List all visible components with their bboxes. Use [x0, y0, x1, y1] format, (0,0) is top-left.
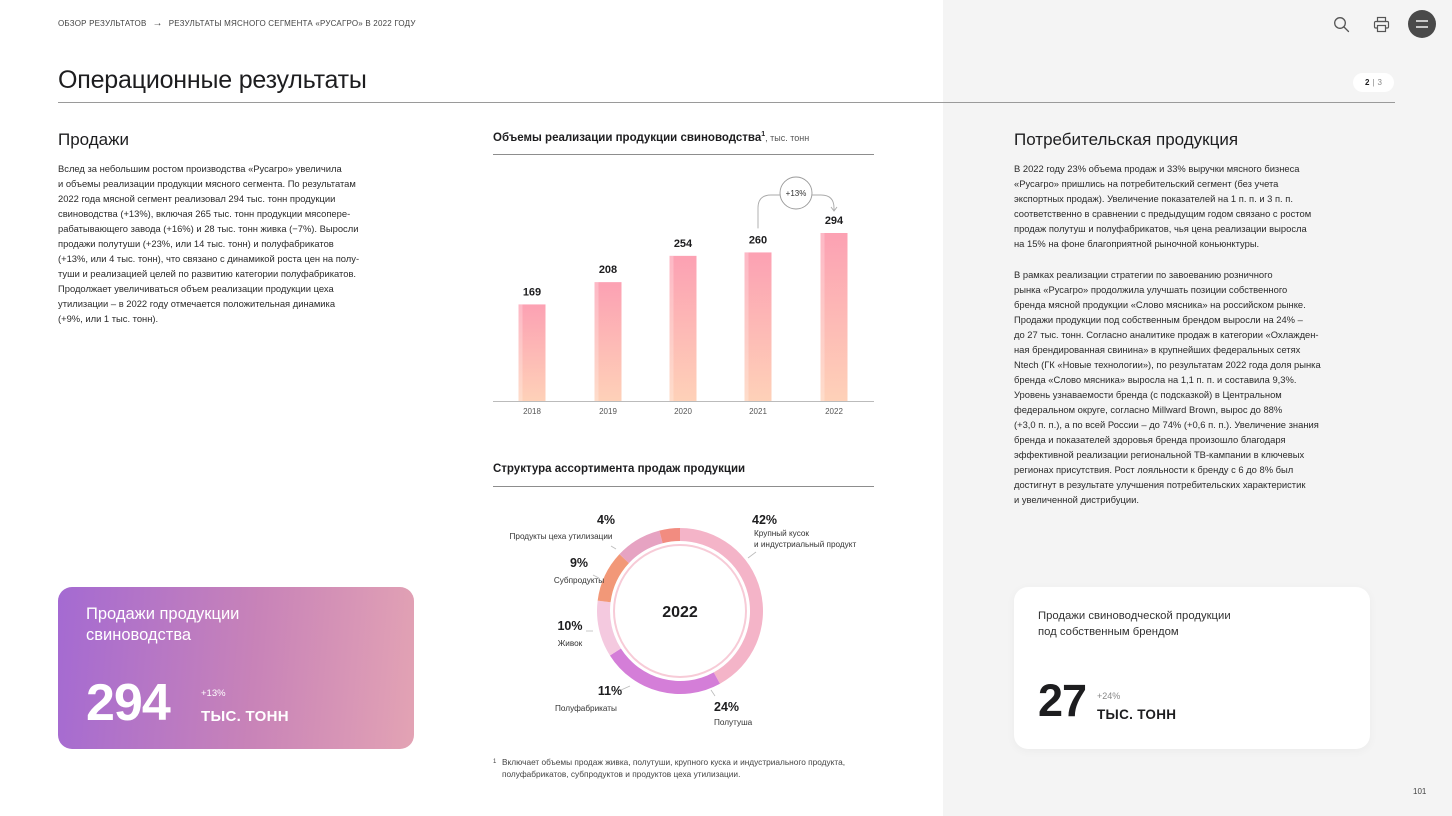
consumer-paragraph-2-line: (+3,0 п. п.), а по всей России – до 74% (+0,6 п. п.). Увеличение знания	[1014, 419, 1319, 430]
breadcrumb-current: РЕЗУЛЬТАТЫ МЯСНОГО СЕГМЕНТА «РУСАГРО» В 2022 ГОДУ	[168, 19, 416, 28]
sales-paragraph-line: Продолжает увеличиваться объем реализации продукции цеха	[58, 283, 334, 294]
bar-chart-unit: , тыс. тонн	[765, 132, 810, 143]
sales-paragraph-line: и объемы реализации продукции мясного сегмента. По результатам	[58, 178, 356, 189]
sales-paragraph-line: (+13%, или 4 тыс. тонн), что связано с динамикой роста цен на полу-	[58, 253, 360, 264]
donut-category-label: Полуфабрикаты	[555, 704, 617, 713]
donut-pct-label: 24%	[714, 700, 740, 714]
donut-pct-label: 4%	[596, 513, 616, 527]
pager-current: 2	[1365, 78, 1370, 87]
donut-leader-line	[621, 686, 630, 690]
donut-slice-2	[597, 601, 621, 656]
consumer-paragraph-2-line: регионах присутствия. Рост лояльности к бренду с 6 до 8% был	[1014, 464, 1294, 475]
consumer-heading: Потребительская продукция	[1014, 130, 1239, 149]
consumer-paragraph-2-line: Уровень узнаваемости бренда (с подсказкой) в Центральном	[1014, 389, 1282, 400]
x-tick-label: 2020	[674, 407, 692, 416]
donut-pct-label: 10%	[557, 619, 583, 633]
kpi-card-unit: ТЫС. ТОНН	[1097, 707, 1177, 722]
title-divider	[58, 102, 1395, 103]
kpi-card-title	[1038, 608, 1298, 640]
donut-leader-line	[748, 552, 756, 558]
sales-paragraph-line: свиноводства (+13%), включая 265 тыс. тонн продукции мясопере-	[58, 208, 351, 219]
bar-chart-footnote-mark: 1	[761, 131, 766, 138]
consumer-paragraph-1-line: «Русагро» пришлись на потребительский сегмент (без учета	[1014, 178, 1279, 189]
bar-value-label: 254	[673, 237, 693, 250]
donut-pct-label: 9%	[569, 556, 589, 570]
sales-paragraph-line: туши и реализацией целей по развитию категории полуфабрикатов.	[58, 268, 357, 279]
menu-button[interactable]	[1408, 10, 1436, 38]
sales-paragraph-line: продажи полутуши (+23%, или 14 тыс. тонн) и полуфабрикатов	[58, 238, 334, 249]
page-title: Операционные результаты	[58, 66, 367, 94]
x-tick-label: 2022	[825, 407, 843, 416]
consumer-paragraph-1-line: продаж полутуш и полуфабрикатов, чья цена реализации выросла	[1014, 223, 1307, 234]
bar-highlight-2018	[519, 304, 523, 401]
print-icon	[1373, 16, 1390, 33]
kpi-card-delta: +24%	[1097, 691, 1121, 701]
page-pager[interactable]	[1353, 73, 1394, 92]
bar-highlight-2021	[745, 252, 749, 401]
bar-highlight-2019	[595, 282, 599, 401]
sales-heading: Продажи	[58, 130, 129, 149]
x-tick-label: 2019	[599, 407, 617, 416]
consumer-paragraph-2-line: Ntech (ГК «Новые технологии»), по результатам 2022 года доля рынка	[1014, 359, 1321, 370]
sales-paragraph-line: 2022 года мясной сегмент реализовал 294 тыс. тонн продукции	[58, 193, 336, 204]
bar-2021	[745, 252, 772, 401]
consumer-paragraph-1-line: на 15% на фоне благоприятной рыночной коньюнктуры.	[1014, 238, 1260, 249]
donut-slice-5	[659, 528, 680, 543]
bar-value-label: 208	[598, 264, 618, 277]
consumer-paragraph-2-line: бренда «Слово мясника» выросла на 1,1 п. п. и составила 9,3%.	[1014, 374, 1297, 385]
consumer-paragraph-2-line: рынка «Русагро» продолжила улучшать позиции собственного	[1014, 284, 1288, 295]
donut-leader-line	[611, 546, 616, 549]
pager-total: 3	[1377, 78, 1382, 87]
consumer-paragraph-2-line: бренда мясной продукции «Слово мясника» на российском рынке.	[1014, 299, 1306, 310]
bar-chart-title-text: Объемы реализации продукции свиноводства	[493, 131, 762, 144]
consumer-paragraph-2-line: эффективной реализации региональной ТВ-кампании в ключевых	[1014, 449, 1305, 460]
bar-value-label: 294	[824, 215, 844, 227]
kpi-card-value: 27	[1038, 675, 1087, 726]
donut-center-label: 2022	[662, 604, 698, 621]
consumer-paragraph-1-line: экспортных продаж). Увеличение показателей на 1 п. п. и 3 п. п.	[1014, 193, 1293, 204]
pager-separator: |	[1372, 78, 1375, 87]
consumer-paragraph-2-line: достигнут в результате улучшения потребительских характеристик	[1014, 479, 1306, 490]
top-toolbar	[1328, 10, 1436, 38]
x-tick-label: 2018	[523, 407, 541, 416]
kpi-card-title-line-2: под собственным брендом	[1038, 626, 1179, 638]
bar-chart-title	[493, 131, 809, 144]
kpi-card-title: Продажи продукции свиноводства	[86, 605, 240, 644]
donut-pct-label: 11%	[597, 684, 623, 698]
consumer-paragraph-2-line: Продажи продукции под собственным брендом выросли на 24% –	[1014, 314, 1303, 325]
sales-paragraph-line: Вслед за небольшим ростом производства «Русагро» увеличила	[58, 163, 342, 174]
growth-badge-label: +13%	[785, 189, 807, 198]
donut-category-label: и индустриальный продукт	[754, 540, 857, 549]
donut-chart-title-rule	[493, 486, 874, 487]
kpi-card-value: 294	[86, 674, 170, 732]
search-icon	[1333, 16, 1350, 33]
bar-2022	[821, 233, 848, 401]
menu-icon	[1416, 20, 1428, 28]
x-tick-label: 2021	[749, 407, 767, 416]
page-number: 101	[1413, 787, 1427, 796]
sales-paragraph-line: (+9%, или 1 тыс. тонн).	[58, 313, 159, 324]
donut-chart	[493, 500, 893, 740]
consumer-paragraph-2-line: до 27 тыс. тонн. Согласно аналитике продаж в категории «Охлажден-	[1014, 329, 1319, 340]
kpi-card-brand-sales	[1014, 587, 1370, 749]
footnote-line-2: полуфабрикатов, субпродуктов и продуктов цеха утилизации.	[502, 769, 741, 779]
footnote-mark: 1	[493, 759, 497, 765]
consumer-paragraph-2-line: и увеличенной дистрибуции.	[1014, 494, 1139, 505]
donut-leader-line	[711, 690, 715, 696]
consumer-paragraph-1-line: В 2022 году 23% объема продаж и 33% выручки мясного бизнеса	[1014, 163, 1300, 174]
bar-2020	[670, 256, 697, 401]
bar-highlight-2020	[670, 256, 674, 401]
donut-category-label: Крупный кусок	[754, 529, 810, 538]
donut-category-label: Живок	[557, 639, 583, 648]
kpi-card-title-line-1: Продажи свиноводческой продукции	[1038, 610, 1231, 622]
bar-highlight-2022	[821, 233, 825, 401]
donut-category-label: Продукты цеха утилизации	[509, 532, 613, 541]
donut-pct-label: 42%	[752, 513, 778, 527]
breadcrumb-section-link[interactable]: ОБЗОР РЕЗУЛЬТАТОВ	[58, 19, 147, 28]
bar-value-label: 260	[748, 234, 768, 247]
kpi-card-delta: +13%	[201, 688, 226, 699]
kpi-card-pig-sales	[58, 587, 414, 749]
kpi-card-unit: ТЫС. ТОНН	[201, 708, 289, 725]
bar-2019	[595, 282, 622, 401]
donut-category-label: Полутуша	[714, 718, 753, 727]
sales-paragraph-line: утилизации – в 2022 году отмечается положительная динамика	[58, 298, 336, 309]
consumer-paragraph-2-line: В рамках реализации стратегии по завоеванию розничного	[1014, 269, 1273, 280]
bar-chart-title-rule	[493, 154, 874, 155]
consumer-paragraph-2-line: федеральном округе, согласно Millward Brown, вырос до 88%	[1014, 404, 1283, 415]
consumer-paragraph-1-line: соответственно в сравнении с предыдущим годом связано с ростом	[1014, 208, 1312, 219]
sales-paragraph-line: рабатывающего завода (+16%) и 28 тыс. тонн живка (−7%). Выросли	[58, 223, 359, 234]
bar-2018	[519, 304, 546, 401]
consumer-paragraph-2-line: ная брендированная свинина» в крупнейших федеральных сетях	[1014, 344, 1301, 355]
consumer-paragraph-2	[1014, 267, 1379, 507]
donut-category-label: Субпродукты	[553, 576, 605, 585]
consumer-paragraph-2-line: бренда и показателей здоровья бренда произошло благодаря	[1014, 434, 1286, 445]
sales-paragraph	[58, 161, 408, 326]
footnote-line-1: Включает объемы продаж живка, полутуши, крупного куска и индустриального продукта,	[502, 757, 845, 767]
search-button[interactable]	[1328, 11, 1354, 37]
breadcrumb	[58, 18, 416, 29]
print-button[interactable]	[1368, 11, 1394, 37]
consumer-paragraph-1	[1014, 161, 1379, 251]
breadcrumb-arrow-icon: →	[152, 18, 163, 29]
donut-chart-title: Структура ассортимента продаж продукции	[493, 463, 746, 475]
bar-chart	[493, 170, 874, 422]
bar-value-label: 169	[522, 286, 542, 299]
footnote	[493, 756, 903, 780]
